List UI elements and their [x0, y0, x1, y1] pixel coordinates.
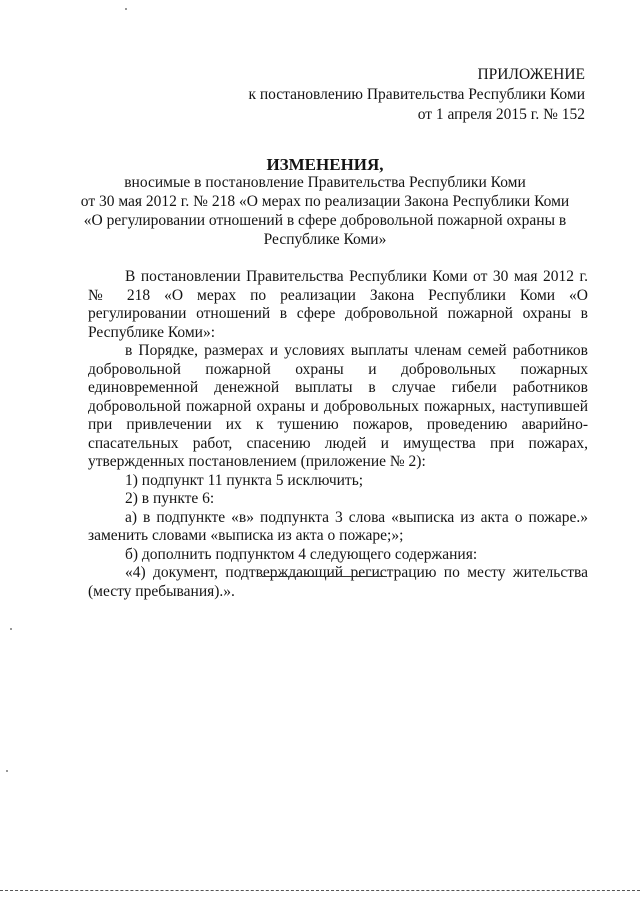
end-divider	[262, 576, 387, 577]
scan-speck	[6, 770, 8, 772]
intro-paragraph: В постановлении Правительства Республики Коми от 30 мая 2012 г. № 218 «О мерах по реализации Закона Республики Коми «О регулировании отношений в сфере добровольной пожарной охраны в Республике Коми»:	[88, 268, 588, 341]
appendix-title: ПРИЛОЖЕНИЕ	[477, 66, 585, 83]
document-title: ИЗМЕНЕНИЯ,	[266, 155, 384, 174]
item-1: 1) подпункт 11 пункта 5 исключить;	[125, 471, 364, 489]
item-2: 2) в пункте 6:	[125, 490, 215, 507]
item-2b: б) дополнить подпунктом 4 следующего содержания:	[125, 545, 478, 563]
heading-line-4: Республике Коми»	[263, 231, 387, 248]
document-heading	[60, 155, 590, 248]
heading-line-3: «О регулировании отношений в сфере добровольной пожарной охраны в	[83, 212, 567, 229]
item-2b-text: «4) документ, подтверждающий регистрацию по месту жительства (месту пребывания).».	[88, 564, 588, 600]
item-2a: а) в подпункте «в» подпункта 3 слова «выписка из акта о пожаре.» заменить словами «выписка из акта о пожаре;»;	[88, 508, 588, 544]
order-paragraph: в Порядке, размерах и условиях выплаты членам семей работников добровольной пожарной охраны и добровольных пожарных единовременной денежной выплаты в случае гибели работников добровольной пожарной охраны и добровольных пожарных, наступившей при привлечении их к тушению пожаров, проведению аварийно-спасательных работ, спасению людей и имущества при пожарах, утвержденных постановлением (приложение № 2):	[88, 342, 588, 470]
appendix-date-number: от 1 апреля 2015 г. № 152	[417, 106, 585, 123]
heading-line-1: вносимые в постановление Правительства Республики Коми	[124, 174, 526, 191]
scan-edge-line	[0, 890, 640, 891]
appendix-block	[185, 65, 585, 125]
appendix-reference: к постановлению Правительства Республики Коми	[248, 86, 585, 103]
scan-speck	[10, 628, 12, 630]
document-body	[88, 268, 588, 601]
heading-line-2: от 30 мая 2012 г. № 218 «О мерах по реализации Закона Республики Коми	[80, 193, 570, 210]
scan-speck	[125, 8, 127, 10]
